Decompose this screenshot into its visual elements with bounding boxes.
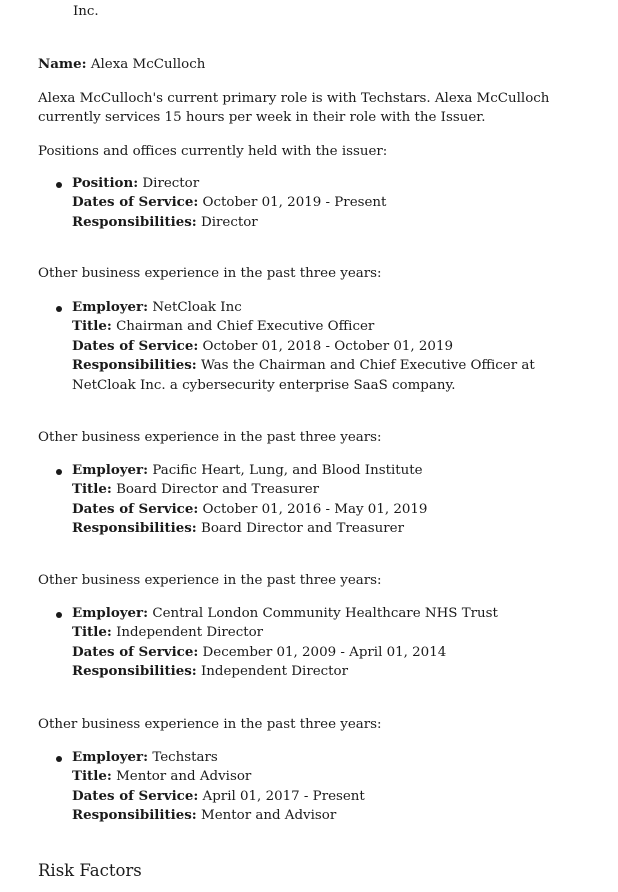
responsibilities-value: Was the Chairman and Chief Executive Officer at NetCloak Inc. a cybersecurity enterprise SaaS company.: [72, 358, 535, 393]
title-line: [72, 480, 582, 499]
responsibilities-label: Responsibilities:: [72, 357, 197, 374]
dates-label: Dates of Service:: [72, 500, 199, 517]
experience-intro: Other business experience in the past three years:: [38, 573, 382, 588]
position-item: [72, 174, 582, 232]
employer-label: Employer:: [72, 299, 149, 315]
bullet-icon: [56, 756, 62, 762]
responsibilities-value: Independent Director: [201, 664, 348, 680]
responsibilities-line: [72, 806, 582, 825]
responsibilities-label: Responsibilities:: [72, 213, 197, 230]
title-value: Board Director and Treasurer: [116, 482, 320, 498]
employer-value: Central London Community Healthcare NHS Trust: [152, 606, 498, 621]
responsibilities-value: Director: [201, 214, 258, 230]
responsibilities-label: Responsibilities:: [72, 520, 197, 537]
responsibilities-line: [72, 356, 582, 395]
employer-line: [72, 298, 582, 317]
responsibilities-line: [72, 519, 582, 538]
dates-line: [72, 337, 582, 356]
title-label: Title:: [72, 768, 112, 785]
responsibilities-line: [72, 662, 582, 681]
employer-value: Pacific Heart, Lung, and Blood Institute: [152, 463, 423, 478]
employer-label: Employer:: [72, 605, 149, 621]
dates-value: October 01, 2016 - May 01, 2019: [202, 501, 428, 517]
positions-intro: Positions and offices currently held with the issuer:: [38, 144, 388, 159]
experience-intro: Other business experience in the past three years:: [38, 430, 382, 445]
experience-intro: Other business experience in the past three years:: [38, 266, 382, 281]
experience-item: [72, 298, 582, 395]
dates-line: [72, 193, 582, 212]
dates-value: April 01, 2017 - Present: [202, 788, 365, 804]
person-summary: Alexa McCulloch's current primary role is with Techstars. Alexa McCulloch currently services 15 hours per week in their role with the Issuer.: [38, 91, 550, 126]
dates-line: [72, 500, 582, 519]
title-value: Chairman and Chief Executive Officer: [116, 319, 375, 335]
experience-item: [72, 748, 582, 826]
experience-intro: Other business experience in the past three years:: [38, 717, 382, 732]
dates-value: October 01, 2018 - October 01, 2019: [202, 338, 453, 354]
title-value: Independent Director: [116, 625, 264, 641]
experience-item: [72, 604, 582, 682]
dates-label: Dates of Service:: [72, 787, 199, 804]
position-value: Director: [142, 176, 200, 191]
title-line: [72, 623, 582, 642]
dates-value: December 01, 2009 - April 01, 2014: [202, 644, 447, 660]
header-tail-text: Inc.: [73, 4, 99, 19]
position-line: [72, 174, 582, 193]
employer-value: Techstars: [152, 750, 218, 765]
responsibilities-value: Board Director and Treasurer: [201, 521, 404, 537]
responsibilities-value: Mentor and Advisor: [201, 808, 337, 824]
employer-line: [72, 604, 582, 623]
responsibilities-label: Responsibilities:: [72, 663, 197, 680]
dates-line: [72, 787, 582, 806]
employer-label: Employer:: [72, 462, 149, 478]
title-label: Title:: [72, 481, 112, 498]
risk-factors-heading: Risk Factors: [38, 861, 142, 880]
bullet-icon: [56, 612, 62, 618]
person-name: Alexa McCulloch: [90, 57, 206, 72]
responsibilities-label: Responsibilities:: [72, 807, 197, 824]
title-label: Title:: [72, 318, 112, 335]
experience-item: [72, 461, 582, 539]
bullet-icon: [56, 469, 62, 475]
title-line: [72, 767, 582, 786]
bullet-icon: [56, 306, 62, 312]
employer-line: [72, 461, 582, 480]
dates-label: Dates of Service:: [72, 643, 199, 660]
person-name-line: [38, 55, 205, 74]
position-label: Position:: [72, 175, 139, 191]
dates-value: October 01, 2019 - Present: [202, 195, 387, 211]
employer-line: [72, 748, 582, 767]
dates-line: [72, 643, 582, 662]
name-label: Name:: [38, 56, 87, 72]
employer-label: Employer:: [72, 749, 149, 765]
title-line: [72, 317, 582, 336]
responsibilities-line: [72, 213, 582, 232]
title-value: Mentor and Advisor: [116, 769, 252, 785]
dates-label: Dates of Service:: [72, 337, 199, 354]
employer-value: NetCloak Inc: [152, 300, 242, 315]
bullet-icon: [56, 182, 62, 188]
title-label: Title:: [72, 624, 112, 641]
dates-label: Dates of Service:: [72, 194, 199, 211]
